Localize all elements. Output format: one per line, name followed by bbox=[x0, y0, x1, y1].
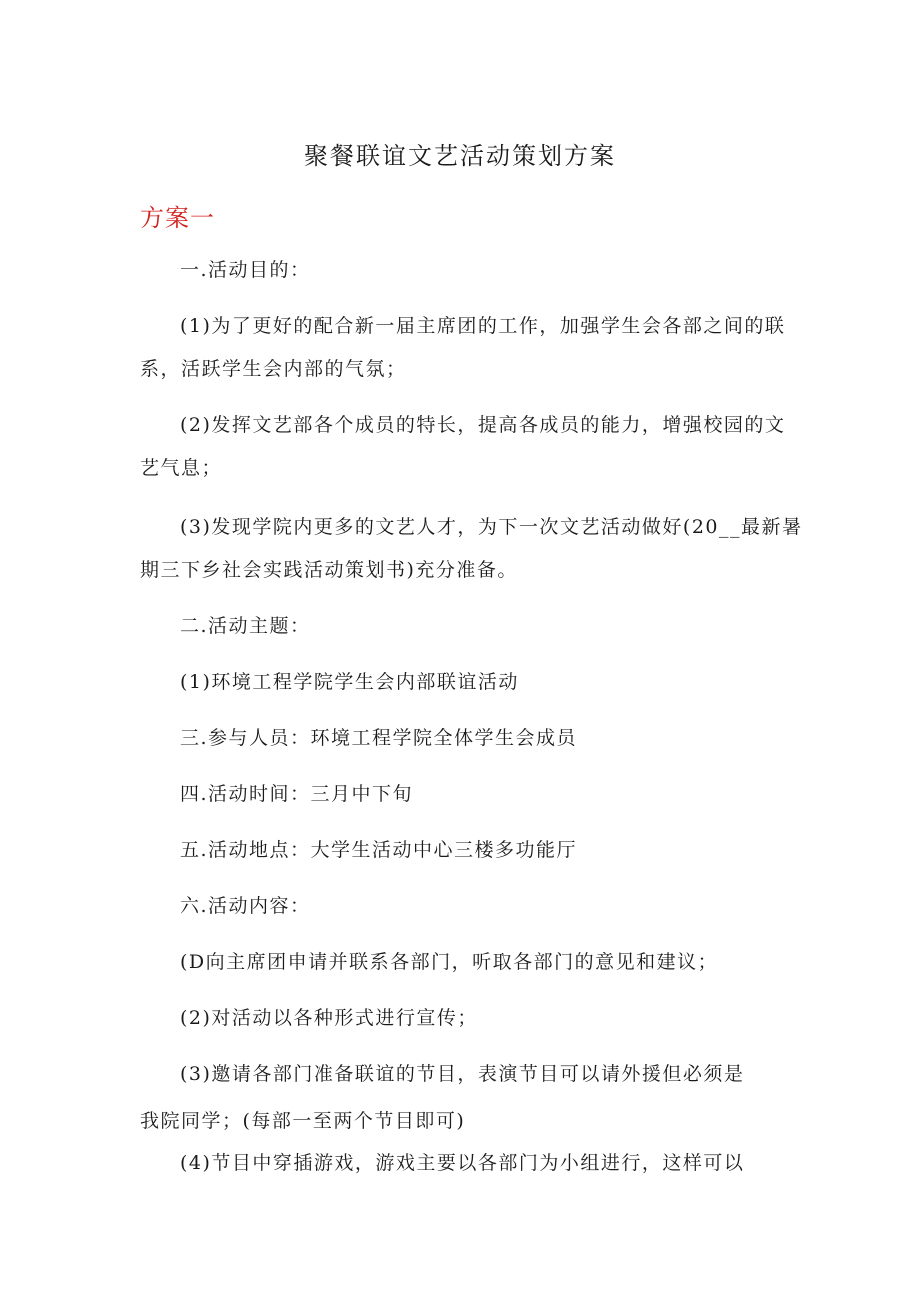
paragraph-line: (1)环境工程学院学生会内部联谊活动 bbox=[180, 671, 519, 693]
heading-time: 四.活动时间：三月中下旬 bbox=[180, 783, 414, 805]
paragraph-line: 系，活跃学生会内部的气氛； bbox=[140, 358, 407, 380]
heading-location: 五.活动地点：大学生活动中心三楼多功能厅 bbox=[180, 839, 578, 861]
paragraph-line: (2)发挥文艺部各个成员的特长，提高各成员的能力，增强校园的文 bbox=[180, 414, 786, 436]
paragraph-line: (3)邀请各部门准备联谊的节目，表演节目可以请外援但必须是 bbox=[180, 1063, 745, 1085]
heading-theme: 二.活动主题： bbox=[180, 615, 311, 637]
paragraph-line: (4)节目中穿插游戏，游戏主要以各部门为小组进行，这样可以 bbox=[180, 1152, 745, 1174]
paragraph-line: 艺气息； bbox=[140, 457, 223, 479]
heading-content: 六.活动内容： bbox=[180, 895, 311, 917]
heading-purpose: 一.活动目的： bbox=[180, 259, 311, 281]
paragraph-line: (2)对活动以各种形式进行宣传； bbox=[180, 1007, 478, 1029]
page-title: 聚餐联谊文艺活动策划方案 bbox=[304, 142, 616, 170]
paragraph-line: (3)发现学院内更多的文艺人才，为下一次文艺活动做好(20__最新暑 bbox=[180, 516, 803, 538]
paragraph-line: (D向主席团申请并联系各部门，听取各部门的意见和建议； bbox=[180, 951, 719, 973]
heading-participants: 三.参与人员：环境工程学院全体学生会成员 bbox=[180, 727, 578, 749]
paragraph-line: 我院同学；(每部一至两个节目即可) bbox=[140, 1110, 466, 1132]
paragraph-line: (1)为了更好的配合新一届主席团的工作，加强学生会各部之间的联 bbox=[180, 315, 786, 337]
paragraph-line: 期三下乡社会实践活动策划书)充分准备。 bbox=[140, 559, 518, 581]
section-heading: 方案一 bbox=[140, 204, 215, 232]
